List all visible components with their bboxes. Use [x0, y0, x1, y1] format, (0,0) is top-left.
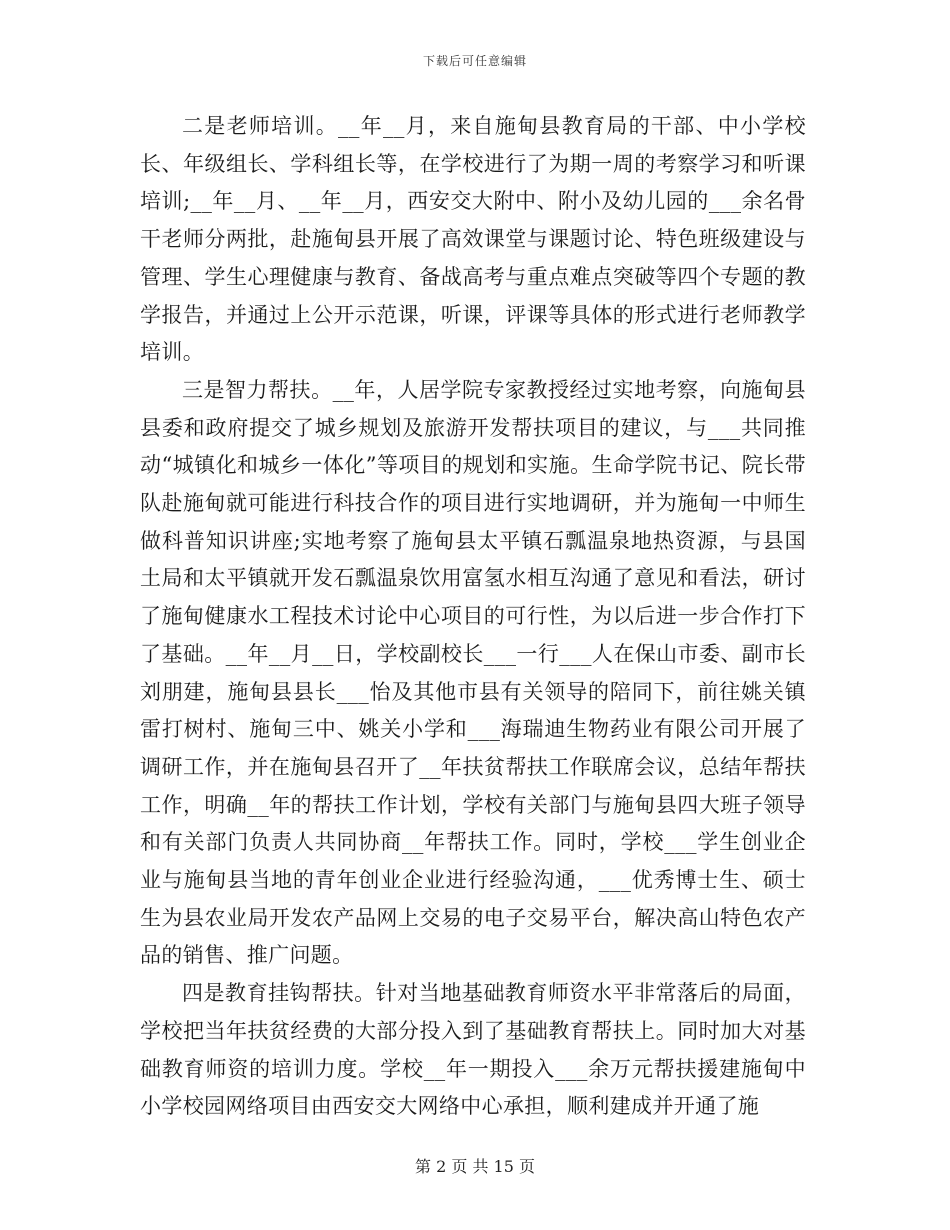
document-body — [140, 108, 806, 1126]
page-number: 第 2 页 共 15 页 — [415, 1157, 535, 1176]
paragraph-teacher-training: 二是老师培训。__年__月，来自施甸县教育局的干部、中小学校长、年级组长、学科组长等，在学校进行了为期一周的考察学习和听课培训;__年__月、__年__月，西安交大附中、附小及幼儿园的___余名骨干老师分两批，赴施甸县开展了高效课堂与课题讨论、特色班级建设与管理、学生心理健康与教育、备战高考与重点难点突破等四个专题的教学报告，并通过上公开示范课，听课，评课等具体的形式进行老师教学培训。 — [140, 114, 806, 365]
page-header: 下载后可任意编辑 — [422, 54, 527, 68]
paragraph-intellectual-aid: 三是智力帮扶。__年，人居学院专家教授经过实地考察，向施甸县县委和政府提交了城乡规划及旅游开发帮扶项目的建议，与___共同推动“城镇化和城乡一体化”等项目的规划和实施。生命学院书记、院长带队赴施甸就可能进行科技合作的项目进行实地调研，并为施甸一中师生做科普知识讲座;实地考察了施甸县太平镇石瓢温泉地热资源，与县国土局和太平镇就开发石瓢温泉饮用富氢水相互沟通了意见和看法，研讨了施甸健康水工程技术讨论中心项目的可行性，为以后进一步合作打下了基础。__年__月__日，学校副校长___一行___人在保山市委、副市长刘朋建，施甸县县长___怡及其他市县有关领导的陪同下，前往姚关镇雷打树村、施甸三中、姚关小学和___海瑞迪生物药业有限公司开展了调研工作，并在施甸县召开了__年扶贫帮扶工作联席会议，总结年帮扶工作，明确__年的帮扶工作计划，学校有关部门与施甸县四大班子领导和有关部门负责人共同协商__年帮扶工作。同时，学校___学生创业企业与施甸县当地的青年创业企业进行经验沟通，___优秀博士生、硕士生为县农业局开发农产品网上交易的电子交易平台，解决高山特色农产品的销售、推广问题。 — [140, 377, 806, 968]
paragraph-education-aid: 四是教育挂钩帮扶。针对当地基础教育师资水平非常落后的局面，学校把当年扶贫经费的大部分投入到了基础教育帮扶上。同时加大对基础教育师资的培训力度。学校__年一期投入___余万元帮扶援建施甸中小学校园网络项目由西安交大网络中心承担，顺利建成并开通了施 — [140, 981, 806, 1119]
